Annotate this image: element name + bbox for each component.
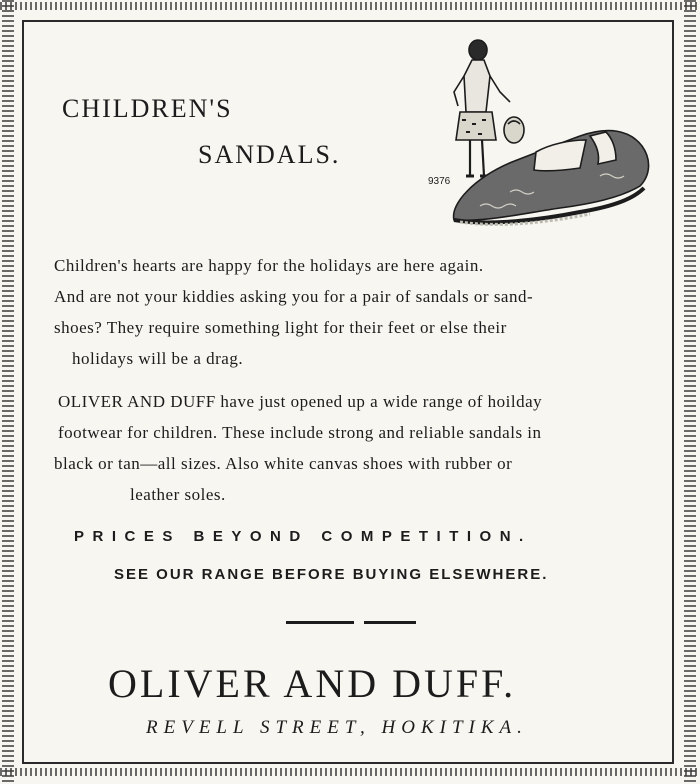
paragraph-1-line: Children's hearts are happy for the holidays are here again. (54, 256, 484, 275)
headline-line-2: SANDALS. (198, 140, 341, 169)
catalog-number: 9376 (428, 176, 451, 187)
paragraph-2-line: footwear for children. These include strong and reliable sandals in (58, 423, 542, 442)
child-figure-icon (454, 40, 524, 176)
range-banner: SEE OUR RANGE BEFORE BUYING ELSEWHERE. (114, 566, 549, 583)
illustration (420, 36, 660, 228)
prices-banner: PRICES BEYOND COMPETITION. (74, 528, 532, 545)
firm-address: REVELL STREET, HOKITIKA. (146, 717, 528, 738)
right-column-rule (684, 0, 696, 784)
paragraph-1-line: holidays will be a drag. (72, 349, 244, 368)
paragraph-1-line: And are not your kiddies asking you for a pair of sandals or sand- (54, 287, 534, 306)
separator-rule (364, 621, 416, 624)
separator-rule (286, 621, 354, 624)
headline-line-1: CHILDREN'S (62, 94, 233, 123)
left-column-rule (2, 0, 14, 784)
paragraph-2-line: black or tan—all sizes. Also white canvas shoes with rubber or (54, 454, 513, 473)
paragraph-1-line: shoes? They require something light for their feet or else their (54, 318, 507, 337)
paragraph-2-line: OLIVER AND DUFF have just opened up a wide range of hoilday (58, 392, 543, 411)
bottom-column-rule (0, 768, 700, 776)
paragraph-1 (54, 250, 660, 374)
top-column-rule (0, 2, 700, 10)
paragraph-2 (54, 386, 660, 510)
firm-name: OLIVER AND DUFF. (108, 661, 517, 706)
paragraph-2-line: leather soles. (130, 485, 226, 504)
